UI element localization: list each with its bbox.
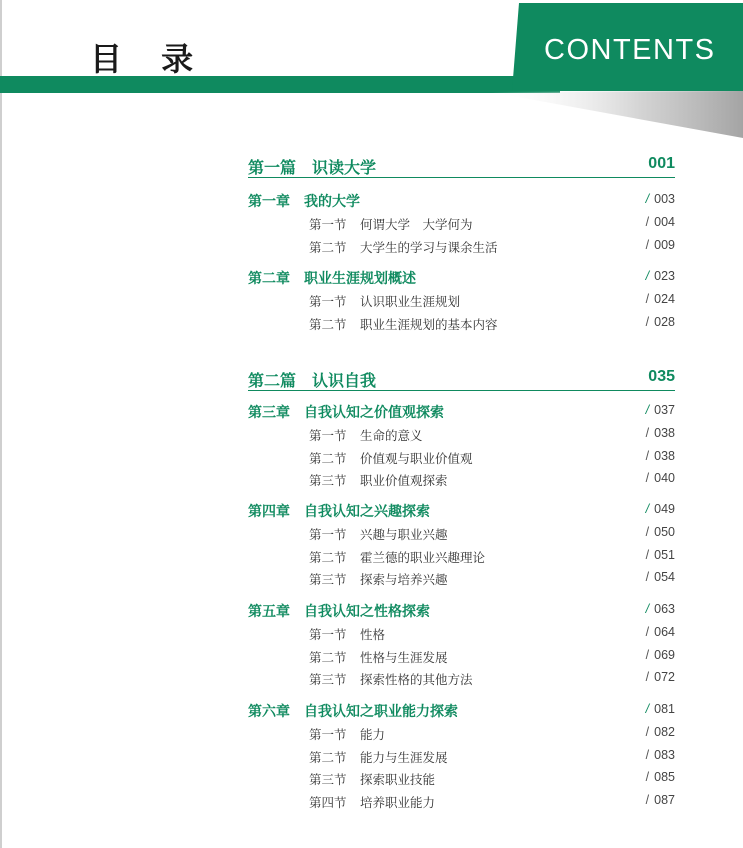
page-title: 目 录	[90, 40, 208, 78]
toc-part-row[interactable]	[248, 155, 675, 178]
toc-section-row[interactable]	[309, 570, 675, 588]
header-bar	[0, 76, 560, 93]
page-edge	[0, 0, 2, 848]
toc-section-row[interactable]	[309, 625, 675, 643]
chapter-title: 第四章 自我认知之兴趣探索	[248, 504, 430, 520]
page-slash: /	[645, 237, 650, 252]
section-page-number	[646, 426, 675, 440]
toc-section-row[interactable]	[309, 292, 675, 310]
toc-chapter-row[interactable]	[248, 191, 675, 211]
section-page-value: 083	[654, 747, 675, 762]
section-page-number	[646, 471, 675, 485]
section-title: 能力与生涯发展	[360, 749, 448, 765]
page-slash: /	[645, 426, 650, 440]
toc-section-row[interactable]	[309, 426, 675, 444]
section-number: 第三节	[309, 473, 347, 489]
page-slash: /	[645, 525, 650, 539]
page-slash: /	[645, 602, 650, 616]
toc-chapter-row[interactable]	[248, 501, 675, 521]
section-page-value: 038	[654, 448, 675, 463]
chapter-page-value: 037	[654, 403, 675, 417]
part-page-number: 035	[648, 368, 675, 385]
section-page-value: 028	[654, 314, 675, 329]
toc-section-row[interactable]	[309, 793, 675, 811]
page-slash: /	[645, 792, 650, 807]
section-page-number	[646, 215, 675, 229]
section-page-number	[646, 625, 675, 639]
page-slash: /	[645, 670, 650, 685]
chapter-page-value: 049	[654, 502, 675, 516]
section-page-value: 009	[654, 237, 675, 252]
section-page-number	[646, 648, 675, 662]
section-page-number	[646, 525, 675, 539]
toc-section-row[interactable]	[309, 471, 675, 489]
chapter-page-value: 023	[654, 269, 675, 283]
section-page-value: 054	[654, 570, 675, 585]
chapter-page-value: 003	[654, 192, 675, 206]
page-slash: /	[645, 403, 650, 417]
section-number: 第二节	[309, 649, 347, 665]
toc-section-row[interactable]	[309, 215, 675, 233]
chapter-title: 第五章 自我认知之性格探索	[248, 604, 430, 620]
section-page-value: 024	[654, 292, 675, 306]
section-title: 能力	[360, 727, 386, 742]
page-slash: /	[645, 502, 650, 516]
chapter-title: 第二章 职业生涯规划概述	[248, 271, 416, 287]
section-page-value: 050	[654, 525, 675, 539]
page-slash: /	[645, 702, 650, 716]
chapter-page-number	[646, 502, 675, 516]
section-number: 第二节	[309, 450, 347, 466]
part-title: 第一篇 识读大学	[248, 158, 377, 177]
chapter-title: 第三章 自我认知之价值观探索	[248, 405, 444, 421]
section-number: 第一节	[309, 727, 347, 742]
toc-section-row[interactable]	[309, 748, 675, 766]
section-number: 第二节	[309, 239, 347, 255]
toc-part-row[interactable]	[248, 368, 675, 391]
section-page-number	[646, 570, 675, 584]
section-title: 职业生涯规划的基本内容	[360, 316, 498, 332]
page-slash: /	[645, 471, 650, 486]
section-title: 价值观与职业价值观	[360, 450, 473, 466]
section-page-value: 051	[654, 547, 675, 562]
section-title: 培养职业能力	[360, 794, 436, 810]
section-title: 探索职业技能	[360, 772, 436, 788]
toc-section-row[interactable]	[309, 449, 675, 467]
section-title: 大学生的学习与课余生活	[360, 239, 498, 255]
page-slash: /	[645, 770, 650, 785]
page-slash: /	[645, 747, 650, 762]
chapter-title: 第一章 我的大学	[248, 194, 360, 210]
section-title: 性格与生涯发展	[360, 649, 448, 665]
section-page-value: 087	[654, 792, 675, 807]
section-number: 第一节	[309, 217, 347, 232]
section-title: 何谓大学 大学何为	[360, 217, 473, 232]
section-page-value: 082	[654, 725, 675, 739]
page-slash: /	[645, 625, 650, 639]
section-number: 第四节	[309, 794, 347, 810]
section-title: 性格	[360, 627, 386, 642]
toc-section-row[interactable]	[309, 525, 675, 543]
part-page-number: 001	[648, 155, 675, 172]
section-page-number	[646, 748, 675, 762]
contents-label: CONTENTS	[544, 34, 716, 66]
page-slash: /	[645, 292, 650, 306]
toc-section-row[interactable]	[309, 315, 675, 333]
section-page-value: 085	[654, 770, 675, 785]
chapter-page-value: 081	[654, 702, 675, 716]
toc-chapter-row[interactable]	[248, 701, 675, 721]
chapter-page-number	[646, 702, 675, 716]
section-number: 第一节	[309, 294, 347, 309]
section-title: 探索性格的其他方法	[360, 672, 473, 688]
section-page-value: 072	[654, 670, 675, 685]
chapter-title: 第六章 自我认知之职业能力探索	[248, 704, 458, 720]
chapter-page-number	[646, 602, 675, 616]
section-number: 第一节	[309, 527, 347, 542]
section-number: 第三节	[309, 672, 347, 688]
toc-section-row[interactable]	[309, 648, 675, 666]
section-page-number	[646, 725, 675, 739]
section-page-value: 038	[654, 426, 675, 440]
section-title: 生命的意义	[360, 428, 423, 443]
section-number: 第三节	[309, 772, 347, 788]
section-page-number	[646, 292, 675, 306]
section-title: 认识职业生涯规划	[360, 294, 461, 309]
chapter-page-number	[646, 192, 675, 206]
section-title: 兴趣与职业兴趣	[360, 527, 448, 542]
page-slash: /	[645, 192, 650, 206]
section-number: 第三节	[309, 572, 347, 588]
toc-section-row[interactable]	[309, 548, 675, 566]
section-title: 探索与培养兴趣	[360, 572, 448, 588]
chapter-page-number	[646, 269, 675, 283]
section-page-value: 040	[654, 471, 675, 486]
page-slash: /	[645, 215, 650, 229]
page-slash: /	[645, 448, 650, 463]
toc-section-row[interactable]	[309, 670, 675, 688]
toc-chapter-row[interactable]	[248, 601, 675, 621]
page-slash: /	[645, 647, 650, 662]
section-page-number	[646, 770, 675, 784]
section-page-number	[646, 449, 675, 463]
section-number: 第一节	[309, 627, 347, 642]
section-number: 第一节	[309, 428, 347, 443]
page-slash: /	[645, 570, 650, 585]
chapter-page-number	[646, 403, 675, 417]
part-title: 第二篇 认识自我	[248, 371, 377, 390]
section-page-value: 004	[654, 215, 675, 229]
section-page-number	[646, 793, 675, 807]
section-page-number	[646, 238, 675, 252]
page-slash: /	[645, 314, 650, 329]
section-title: 霍兰德的职业兴趣理论	[360, 549, 486, 565]
section-page-value: 069	[654, 647, 675, 662]
toc-chapter-row[interactable]	[248, 268, 675, 288]
section-page-number	[646, 670, 675, 684]
toc-section-row[interactable]	[309, 725, 675, 743]
page-slash: /	[645, 269, 650, 283]
section-page-number	[646, 315, 675, 329]
section-number: 第二节	[309, 749, 347, 765]
section-page-value: 064	[654, 625, 675, 639]
page-slash: /	[645, 725, 650, 739]
page-slash: /	[645, 547, 650, 562]
section-title: 职业价值观探索	[360, 473, 448, 489]
toc-section-row[interactable]	[309, 238, 675, 256]
section-page-number	[646, 548, 675, 562]
toc-section-row[interactable]	[309, 770, 675, 788]
toc-chapter-row[interactable]	[248, 402, 675, 422]
section-number: 第二节	[309, 549, 347, 565]
section-number: 第二节	[309, 316, 347, 332]
chapter-page-value: 063	[654, 602, 675, 616]
